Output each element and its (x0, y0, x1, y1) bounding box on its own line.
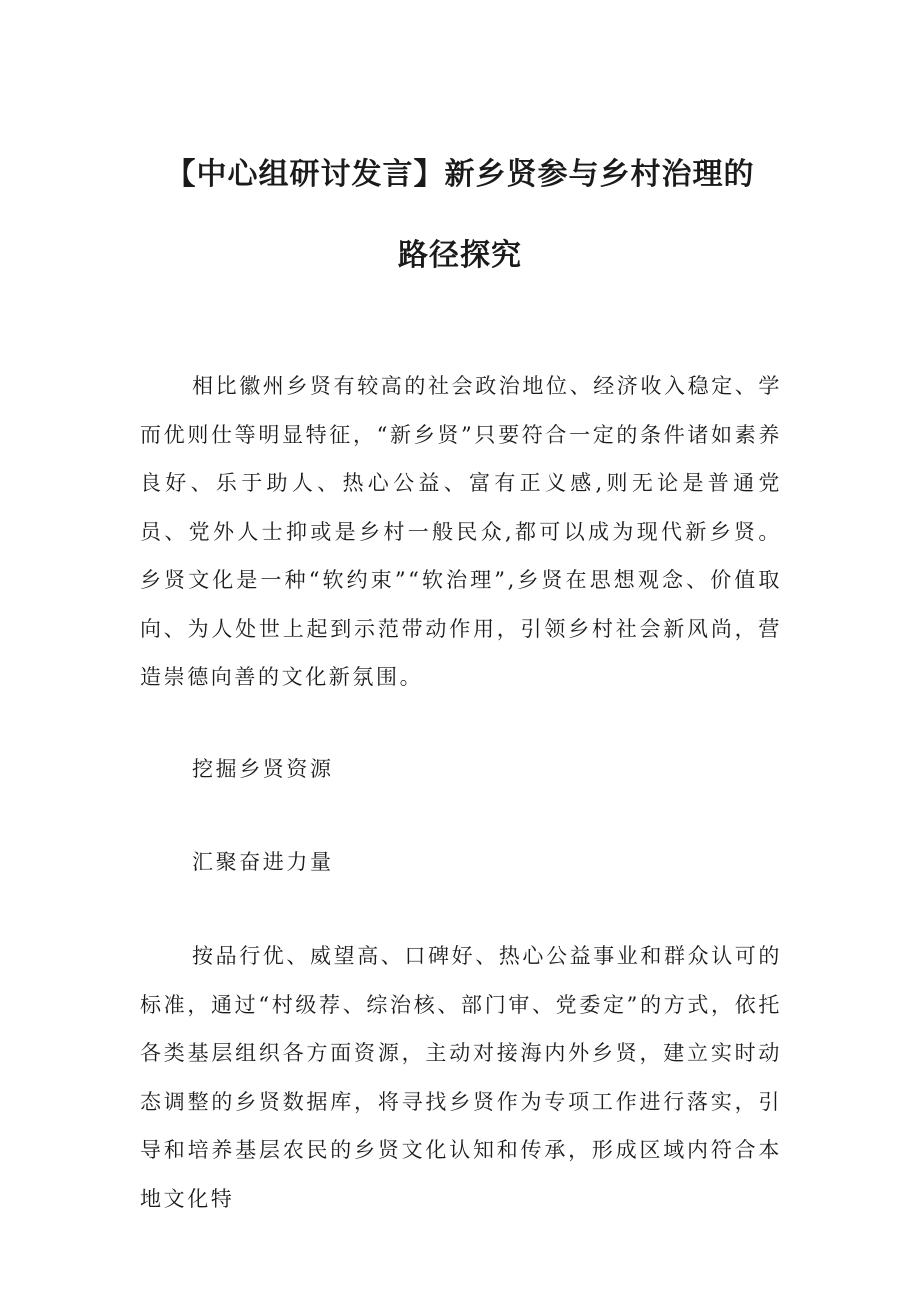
document-title-line-2: 路径探究 (398, 238, 522, 273)
body-paragraph-2: 按品行优、威望高、口碑好、热心公益事业和群众认可的标准，通过“村级荐、综治核、部门审、党委定”的方式，依托各类基层组织各方面资源，主动对接海内外乡贤，建立实时动态调整的乡贤数据库，将寻找乡贤作为专项工作进行落实，引导和培养基层农民的乡贤文化认知和传承，形成区域内符合本地文化特 (140, 944, 782, 1211)
body-paragraph-1: 相比徽州乡贤有较高的社会政治地位、经济收入稳定、学而优则仕等明显特征，“新乡贤”只要符合一定的条件诸如素养良好、乐于助人、热心公益、富有正义感,则无论是普通党员、党外人士抑或是乡村一般民众,都可以成为现代新乡贤。乡贤文化是一种“软约束”“软治理”,乡贤在思想观念、价值取向、为人处世上起到示范带动作用，引领乡村社会新风尚，营造崇德向善的文化新氛围。 (140, 374, 782, 689)
document-title-line-1: 【中心组研讨发言】新乡贤参与乡村治理的 (165, 157, 755, 192)
section-heading-2: 汇聚奋进力量 (192, 850, 334, 874)
section-heading-1: 挖掘乡贤资源 (192, 757, 334, 781)
